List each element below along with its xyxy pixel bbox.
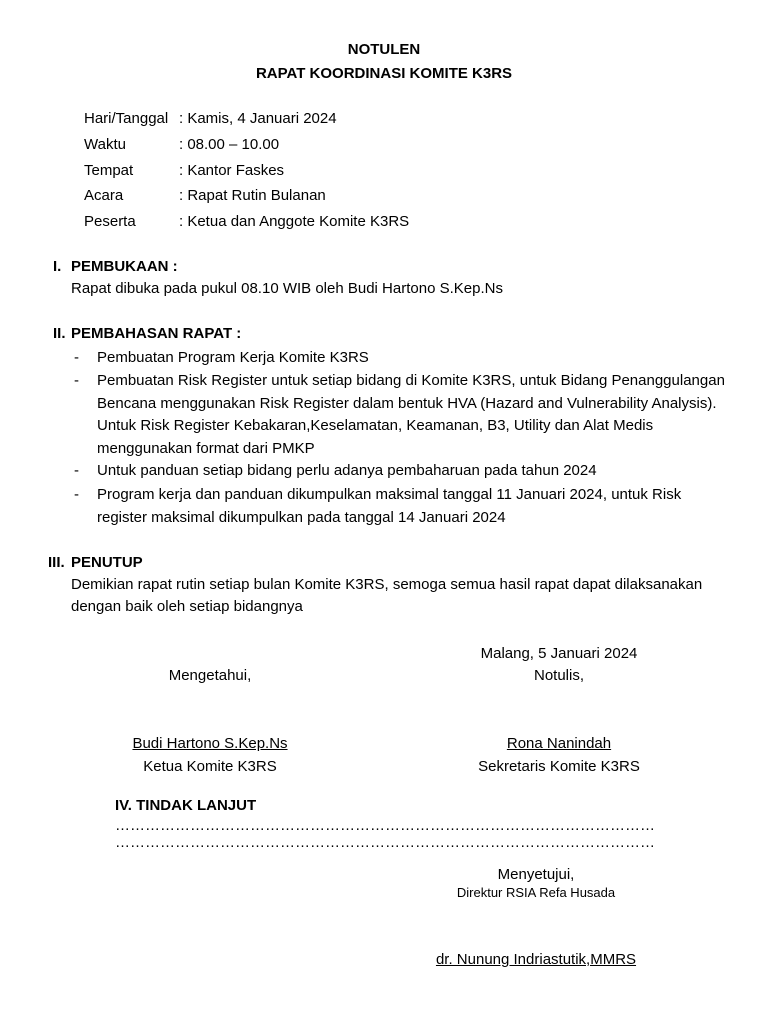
follow-up-dotted-line: ……………………………………………………………………………………………… (115, 834, 655, 851)
chair-signatory (110, 735, 310, 752)
list-item-continuation: menggunakan format dari PMKP (97, 440, 315, 457)
bullet-dash: - (74, 486, 79, 503)
secretary-signatory (460, 735, 658, 752)
notulis-caption: Notulis, (533, 667, 585, 684)
section-4-heading: IV. TINDAK LANJUT (115, 797, 257, 814)
closing-text-line: Demikian rapat rutin setiap bulan Komite K3RS, semoga semua hasil rapat dapat dilaksanakan (71, 576, 703, 593)
info-label: Acara (84, 187, 124, 204)
list-item-continuation: Bencana menggunakan Risk Register dalam bentuk HVA (Hazard and Vulnerability Analysis). (97, 395, 717, 412)
chair-role: Ketua Komite K3RS (143, 758, 277, 775)
info-row-place (0, 162, 768, 179)
section-1-text: Rapat dibuka pada pukul 08.10 WIB oleh Budi Hartono S.Kep.Ns (71, 280, 503, 297)
chair-name: Budi Hartono S.Kep.Ns (132, 735, 288, 752)
approval-caption: Menyetujui, (497, 866, 575, 883)
section-2-number: II. (53, 325, 66, 342)
section-1-number: I. (53, 258, 62, 275)
list-item: Pembuatan Risk Register untuk setiap bidang di Komite K3RS, untuk Bidang Penanggulangan (97, 372, 725, 389)
info-label: Waktu (84, 136, 126, 153)
director-signatory (430, 951, 642, 968)
section-1-heading: PEMBUKAAN : (71, 258, 178, 275)
list-item: Pembuatan Program Kerja Komite K3RS (97, 349, 369, 366)
bullet-dash: - (74, 349, 79, 366)
info-value: : Rapat Rutin Bulanan (179, 187, 326, 204)
info-row-time (0, 136, 768, 153)
acknowledged-caption: Mengetahui, (168, 667, 252, 684)
section-2-heading: PEMBAHASAN RAPAT : (71, 325, 242, 342)
document-subtitle: RAPAT KOORDINASI KOMITE K3RS (255, 65, 513, 82)
info-label: Hari/Tanggal (84, 110, 169, 127)
list-item-continuation: Untuk Risk Register Kebakaran,Keselamatan, Keamanan, B3, Utility dan Alat Medis (97, 417, 654, 434)
director-name: dr. Nunung Indriastutik,MMRS (435, 951, 637, 968)
info-value: : Kamis, 4 Januari 2024 (179, 110, 337, 127)
info-label: Tempat (84, 162, 134, 179)
bullet-dash: - (74, 462, 79, 479)
section-3-number: III. (48, 554, 65, 571)
follow-up-dotted-line: ……………………………………………………………………………………………… (115, 817, 655, 834)
info-value: : Kantor Faskes (179, 162, 285, 179)
list-item: Untuk panduan setiap bidang perlu adanya pembaharuan pada tahun 2024 (97, 462, 597, 479)
list-item: Program kerja dan panduan dikumpulkan maksimal tanggal 11 Januari 2024, untuk Risk (97, 486, 682, 503)
info-value: : Ketua dan Anggote Komite K3RS (179, 213, 410, 230)
closing-text-line: dengan baik oleh setiap bidangnya (71, 598, 303, 615)
list-item-continuation: register maksimal dikumpulkan pada tanggal 14 Januari 2024 (97, 509, 506, 526)
document-title: NOTULEN (347, 41, 421, 58)
secretary-name: Rona Nanindah (506, 735, 612, 752)
place-date: Malang, 5 Januari 2024 (480, 645, 638, 662)
section-3-heading: PENUTUP (71, 554, 143, 571)
info-label: Peserta (84, 213, 136, 230)
info-row-date (0, 110, 768, 127)
bullet-dash: - (74, 372, 79, 389)
info-row-participants (0, 213, 768, 230)
info-value: : 08.00 – 10.00 (179, 136, 280, 153)
director-role: Direktur RSIA Refa Husada (456, 885, 616, 900)
info-row-agenda (0, 187, 768, 204)
secretary-role: Sekretaris Komite K3RS (478, 758, 640, 775)
